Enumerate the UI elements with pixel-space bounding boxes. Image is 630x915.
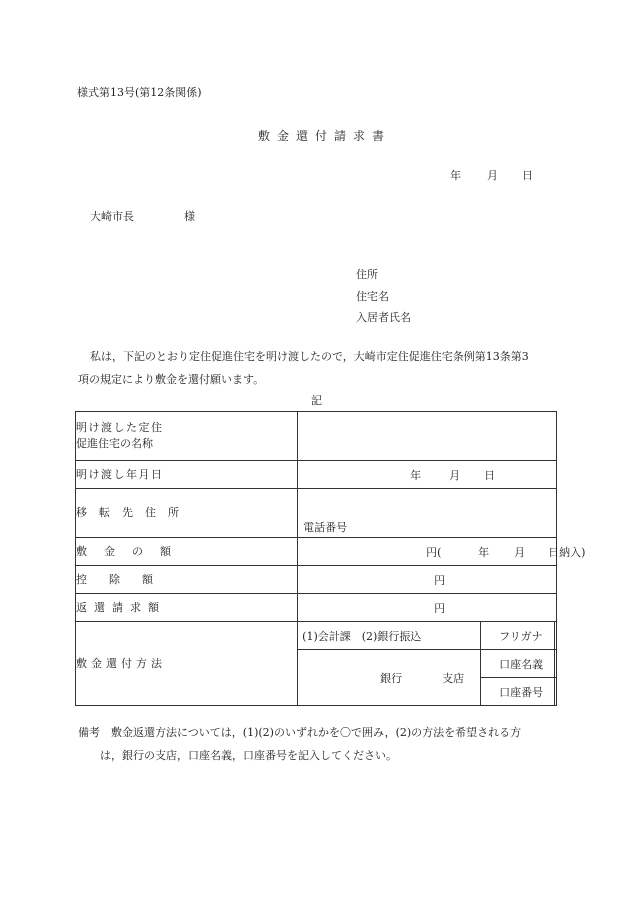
table-row bbox=[76, 489, 557, 538]
housing-name-field[interactable] bbox=[298, 412, 557, 461]
deduction-label: 控除額 bbox=[76, 572, 175, 586]
furigana-field[interactable] bbox=[555, 622, 557, 650]
vacate-date-field[interactable] bbox=[298, 461, 557, 489]
deduction-yen: 円 bbox=[434, 573, 446, 587]
table-row bbox=[76, 412, 557, 461]
row-refund-method-label bbox=[76, 622, 298, 706]
row1-label-line2: 促進住宅の名称 bbox=[76, 437, 153, 450]
remarks-note bbox=[78, 721, 558, 767]
remarks-line2: は，銀行の支店，口座名義，口座番号を記入してください。 bbox=[78, 749, 397, 762]
date-year: 年 bbox=[450, 169, 461, 182]
row1-label-line1: 明け渡した定住 bbox=[76, 421, 164, 434]
branch-label: 支店 bbox=[442, 671, 465, 685]
vacate-day: 日 bbox=[484, 468, 496, 482]
document-title: 敷金還付請求書 bbox=[258, 129, 392, 143]
honorific: 様 bbox=[184, 210, 195, 223]
row-new-address-label bbox=[76, 489, 298, 538]
account-number-label: 口座番号 bbox=[481, 678, 555, 706]
refund-label: 返還請求額 bbox=[76, 600, 166, 614]
account-name-label: 口座名義 bbox=[481, 650, 555, 678]
row-vacate-date-label: 明け渡し年月日 bbox=[76, 461, 298, 489]
account-number-field[interactable] bbox=[555, 678, 557, 706]
address-label: 住所 bbox=[356, 268, 378, 281]
table-row bbox=[76, 566, 557, 594]
row-refund-label bbox=[76, 594, 298, 622]
table-row bbox=[76, 461, 557, 489]
new-address-label: 移転先住所 bbox=[76, 506, 191, 519]
bank-label: 銀行 bbox=[380, 671, 403, 685]
method-options-cell[interactable]: (1)会計課 (2)銀行振込 bbox=[298, 622, 481, 650]
deduction-amount-field[interactable] bbox=[298, 566, 557, 594]
date-day: 日 bbox=[522, 169, 533, 182]
deposit-year: 年 bbox=[478, 545, 490, 559]
refund-yen: 円 bbox=[434, 601, 446, 615]
refund-method-label: 敷金還付方法 bbox=[76, 656, 166, 670]
remarks-line1: 備考 敷金返還方法については，(1)(2)のいずれかを〇で囲み，(2)の方法を希望される方 bbox=[78, 726, 522, 739]
vacate-month: 月 bbox=[449, 468, 461, 482]
furigana-label: フリガナ bbox=[481, 622, 555, 650]
refund-amount-field[interactable] bbox=[298, 594, 557, 622]
request-paragraph-line2: 項の規定により敷金を還付願います。 bbox=[78, 373, 265, 386]
date-line bbox=[0, 167, 630, 183]
deposit-amount-field[interactable] bbox=[298, 538, 586, 566]
house-name-label: 住宅名 bbox=[356, 290, 389, 303]
deposit-month: 月 bbox=[514, 545, 526, 559]
request-paragraph-line1: 私は，下記のとおり定住促進住宅を明け渡したので，大崎市定住促進住宅条例第13条第3 bbox=[90, 350, 529, 363]
table-row bbox=[76, 594, 557, 622]
table-row bbox=[76, 538, 557, 566]
account-name-field[interactable] bbox=[555, 650, 557, 678]
row-housing-name-label bbox=[76, 412, 298, 461]
request-form-table bbox=[75, 411, 586, 706]
ki-heading: 記 bbox=[311, 394, 322, 407]
deposit-yen: 円( bbox=[426, 545, 442, 559]
phone-label: 電話番号 bbox=[303, 521, 348, 534]
deposit-label: 敷金の額 bbox=[76, 544, 188, 558]
table-row bbox=[76, 622, 557, 650]
form-number: 様式第13号(第12条関係) bbox=[77, 86, 202, 99]
resident-name-label: 入居者氏名 bbox=[356, 311, 411, 324]
bank-branch-cell[interactable] bbox=[298, 650, 481, 706]
row-deduction-label bbox=[76, 566, 298, 594]
date-month: 月 bbox=[487, 169, 498, 182]
vacate-year: 年 bbox=[410, 468, 422, 482]
row-deposit-label bbox=[76, 538, 298, 566]
deposit-day-paid: 日納入) bbox=[548, 545, 586, 559]
new-address-field[interactable] bbox=[298, 489, 557, 538]
addressee: 大崎市長 bbox=[90, 210, 134, 223]
